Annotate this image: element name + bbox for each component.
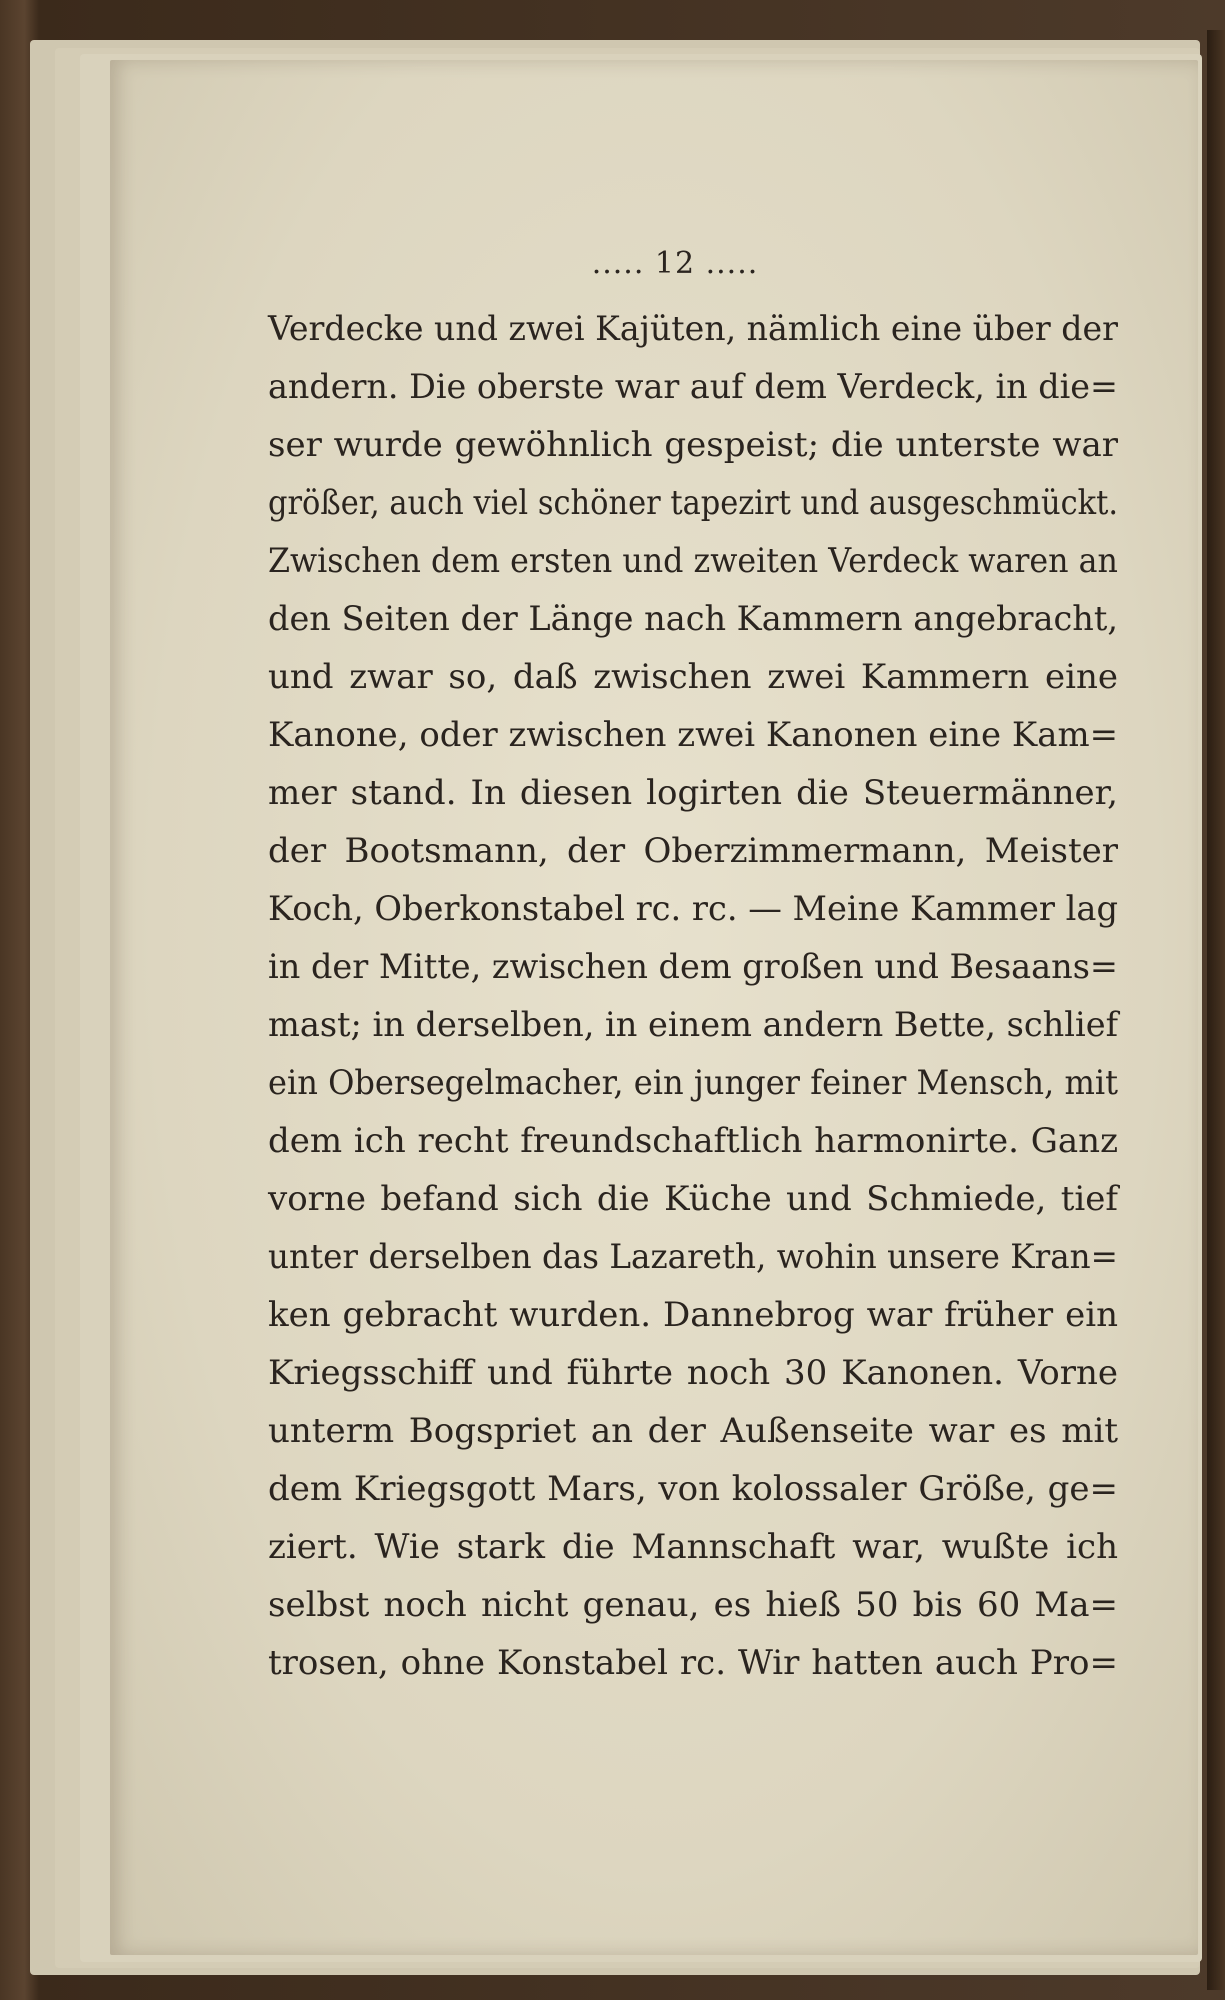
text-line: dem Kriegsgott Mars, von kolossaler Größe, ge=	[268, 1469, 1118, 1509]
body-text	[268, 300, 1118, 1692]
text-line: vorne befand sich die Küche und Schmiede, tief	[268, 1179, 1118, 1219]
text-line: Kanone, oder zwischen zwei Kanonen eine Kam=	[268, 715, 1119, 755]
text-line: mast; in derselben, in einem andern Bette, schlief	[268, 1005, 1119, 1045]
text-line: ein Obersegelmacher, ein junger feiner Mensch, mit	[268, 1063, 1119, 1103]
text-line: unterm Bogspriet an der Außenseite war es mit	[268, 1411, 1118, 1451]
text-line: der Bootsmann, der Oberzimmermann, Meister	[268, 831, 1118, 871]
text-line: Verdecke und zwei Kajüten, nämlich eine über der	[268, 309, 1118, 349]
book-cover-edge	[1207, 30, 1225, 1990]
page-number: ..... 12 .....	[591, 246, 759, 281]
text-line: in der Mitte, zwischen dem großen und Besaans=	[268, 947, 1118, 987]
text-line: mer stand. In diesen logirten die Steuermänner,	[268, 773, 1118, 813]
text-line: den Seiten der Länge nach Kammern angebracht,	[268, 599, 1118, 639]
text-line: und zwar so, daß zwischen zwei Kammern eine	[268, 657, 1118, 697]
text-line: Zwischen dem ersten und zweiten Verdeck waren an	[268, 541, 1118, 581]
text-line: größer, auch viel schöner tapezirt und ausgeschmückt.	[268, 483, 1119, 523]
text-line: trosen, ohne Konstabel rc. Wir hatten auch Pro=	[268, 1643, 1118, 1683]
text-line: ken gebracht wurden. Dannebrog war früher ein	[268, 1295, 1118, 1335]
text-line: andern. Die oberste war auf dem Verdeck, in die=	[268, 367, 1118, 407]
text-line: ziert. Wie stark die Mannschaft war, wußte ich	[268, 1527, 1118, 1567]
text-line: Koch, Oberkonstabel rc. rc. — Meine Kammer lag	[268, 889, 1119, 929]
text-line: dem ich recht freundschaftlich harmonirte. Ganz	[268, 1121, 1118, 1161]
text-line: Kriegsschiff und führte noch 30 Kanonen. Vorne	[268, 1353, 1118, 1393]
text-line: ser wurde gewöhnlich gespeist; die unterste war	[268, 425, 1118, 465]
text-line: selbst noch nicht genau, es hieß 50 bis 60 Ma=	[268, 1585, 1118, 1625]
text-line: unter derselben das Lazareth, wohin unsere Kran=	[268, 1237, 1118, 1277]
